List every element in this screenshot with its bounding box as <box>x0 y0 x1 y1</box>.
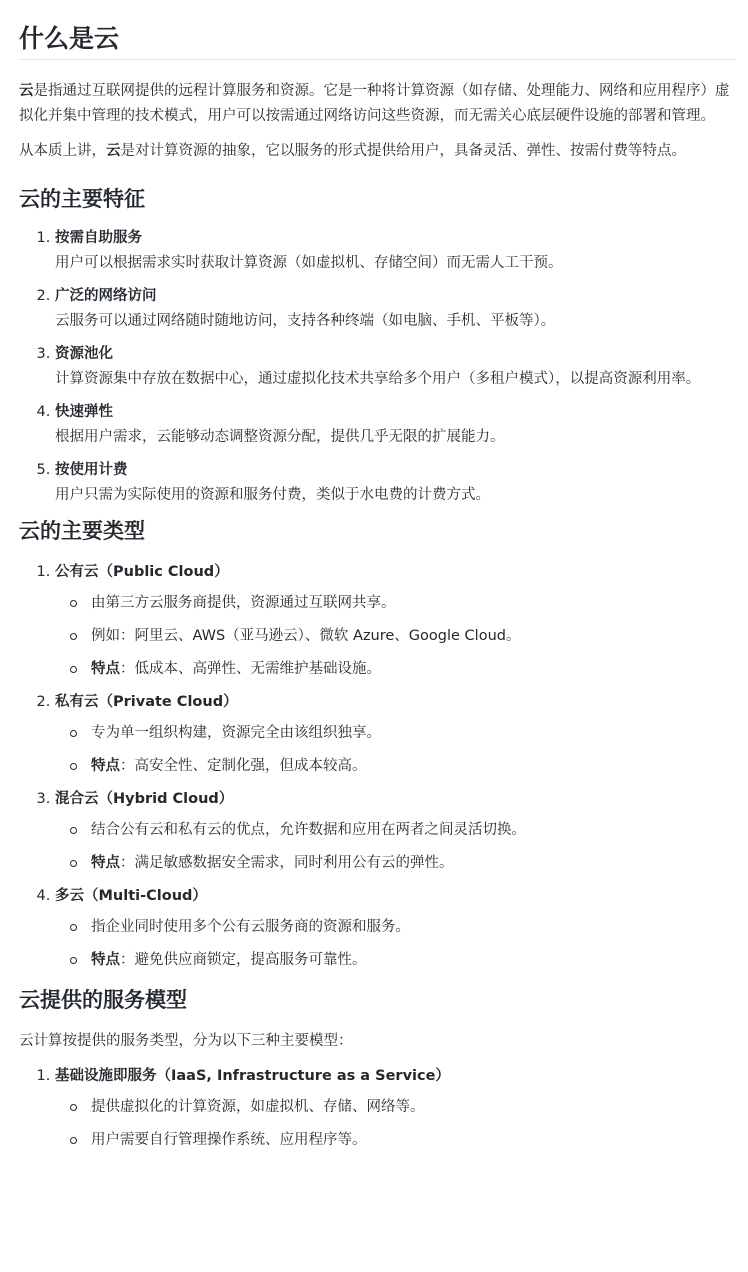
models-intro: 云计算按提供的服务类型，分为以下三种主要模型： <box>19 1033 353 1049</box>
types-bullet-list <box>55 591 736 682</box>
bullet-bold-label: 特点 <box>91 855 120 871</box>
bullet-text: 由第三方云服务商提供，资源通过互联网共享。 <box>91 595 396 611</box>
types-bullet <box>91 915 736 940</box>
types-bullet <box>91 818 736 843</box>
feature-description: 计算资源集中存放在数据中心，通过虚拟化技术共享给多个用户（多租户模式），以提高资源利用率。 <box>55 371 701 387</box>
bullet-text: ：满足敏感数据安全需求，同时利用公有云的弹性。 <box>120 855 454 871</box>
types-item-title: 公有云（Public Cloud） <box>55 564 229 580</box>
intro-paragraph-1 <box>19 79 736 129</box>
feature-item <box>55 284 736 334</box>
types-item-title: 混合云（Hybrid Cloud） <box>55 791 234 807</box>
types-list <box>19 560 736 973</box>
bullet-text: ：高安全性、定制化强，但成本较高。 <box>120 758 367 774</box>
feature-title: 快速弹性 <box>55 404 113 420</box>
models-bullet <box>91 1128 736 1153</box>
bullet-bold-label: 特点 <box>91 661 120 677</box>
bullet-text: 用户需要自行管理操作系统、应用程序等。 <box>91 1132 367 1148</box>
feature-description: 云服务可以通过网络随时随地访问，支持各种终端（如电脑、手机、平板等）。 <box>55 313 556 329</box>
intro-pre: 从本质上讲， <box>19 143 106 159</box>
section-heading-types: 云的主要类型 <box>19 519 145 543</box>
models-bullet-list <box>55 1095 736 1153</box>
bullet-text: 专为单一组织构建，资源完全由该组织独享。 <box>91 725 381 741</box>
types-bullet <box>91 721 736 746</box>
feature-item <box>55 226 736 276</box>
types-bullet <box>91 754 736 779</box>
types-bullet <box>91 591 736 616</box>
intro-paragraph-2 <box>19 139 736 164</box>
models-bullet <box>91 1095 736 1120</box>
intro-text: 是指通过互联网提供的远程计算服务和资源。它是一种将计算资源（如存储、处理能力、网络和应用程序）虚拟化并集中管理的技术模式，用户可以按需通过网络访问这些资源，而无需关心底层硬件设施的部署和管理。 <box>19 83 730 124</box>
bullet-text: 提供虚拟化的计算资源，如虚拟机、存储、网络等。 <box>91 1099 425 1115</box>
bullet-text: ：低成本、高弹性、无需维护基础设施。 <box>120 661 381 677</box>
types-bullet-list <box>55 721 736 779</box>
types-item-title: 多云（Multi-Cloud） <box>55 888 207 904</box>
bullet-text: 例如：阿里云、AWS（亚马逊云）、微软 Azure、Google Cloud。 <box>91 628 521 644</box>
feature-title: 按使用计费 <box>55 462 128 478</box>
bullet-bold-label: 特点 <box>91 758 120 774</box>
models-list <box>19 1064 736 1153</box>
section-heading-models: 云提供的服务模型 <box>19 988 187 1012</box>
models-item <box>55 1064 736 1153</box>
features-list <box>19 226 736 508</box>
page-title: 什么是云 <box>19 22 736 60</box>
feature-description: 用户可以根据需求实时获取计算资源（如虚拟机、存储空间）而无需人工干预。 <box>55 255 563 271</box>
types-bullet <box>91 624 736 649</box>
intro-text: 是对计算资源的抽象，它以服务的形式提供给用户，具备灵活、弹性、按需付费等特点。 <box>120 143 686 159</box>
types-item <box>55 690 736 779</box>
feature-item <box>55 458 736 508</box>
bullet-text: 指企业同时使用多个公有云服务商的资源和服务。 <box>91 919 410 935</box>
bullet-bold-label: 特点 <box>91 952 120 968</box>
types-bullet <box>91 851 736 876</box>
types-item-title: 私有云（Private Cloud） <box>55 694 238 710</box>
types-item <box>55 560 736 682</box>
intro-bold-term: 云 <box>106 143 121 159</box>
section-heading-features: 云的主要特征 <box>19 187 145 211</box>
types-item <box>55 884 736 973</box>
intro-bold-term: 云 <box>19 83 34 99</box>
bullet-text: 结合公有云和私有云的优点，允许数据和应用在两者之间灵活切换。 <box>91 822 526 838</box>
bullet-text: ：避免供应商锁定，提高服务可靠性。 <box>120 952 367 968</box>
types-bullet-list <box>55 818 736 876</box>
feature-title: 资源池化 <box>55 346 113 362</box>
feature-item <box>55 342 736 392</box>
feature-title: 按需自助服务 <box>55 230 142 246</box>
models-item-title: 基础设施即服务（IaaS, Infrastructure as a Service） <box>55 1068 450 1084</box>
feature-description: 根据用户需求，云能够动态调整资源分配，提供几乎无限的扩展能力。 <box>55 429 505 445</box>
types-item <box>55 787 736 876</box>
feature-title: 广泛的网络访问 <box>55 288 157 304</box>
feature-description: 用户只需为实际使用的资源和服务付费，类似于水电费的计费方式。 <box>55 487 490 503</box>
feature-item <box>55 400 736 450</box>
types-bullet <box>91 657 736 682</box>
types-bullet-list <box>55 915 736 973</box>
types-bullet <box>91 948 736 973</box>
